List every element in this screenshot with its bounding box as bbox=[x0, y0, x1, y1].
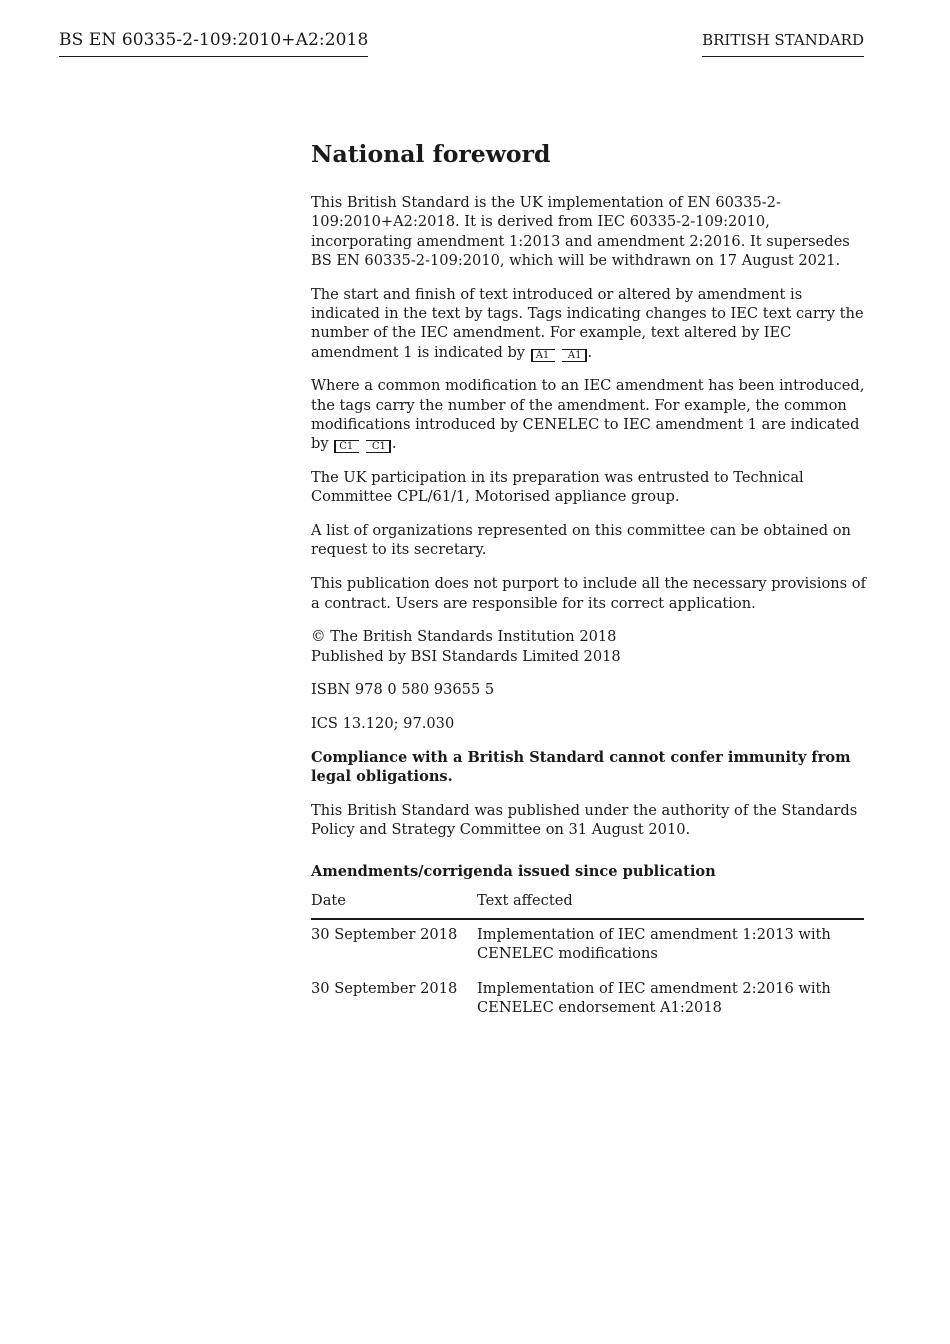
amendment-close-tag-icon: A1 bbox=[562, 349, 587, 362]
amendments-title: Amendments/corrigenda issued since publication bbox=[311, 862, 716, 880]
modification-open-tag-icon: C1 bbox=[334, 440, 359, 453]
compliance-notice: Compliance with a British Standard cannot confer immunity from legal obligations. bbox=[311, 749, 851, 786]
page-title: National foreword bbox=[311, 140, 551, 168]
amendment-tags-text: The start and finish of text introduced or altered by amendment is indicated in the text by tags. Tags indicating changes to IEC text carry the number of the IEC amendment. For example, text altered by IEC amendment 1 is indicated by bbox=[311, 285, 864, 361]
amendment-text: Implementation of IEC amendment 2:2016 with CENELEC endorsement A1:2018 bbox=[477, 979, 831, 1016]
column-header-text-affected: Text affected bbox=[477, 889, 864, 919]
amendment-date: 30 September 2018 bbox=[311, 979, 458, 997]
common-modification-text: Where a common modification to an IEC amendment has been introduced, the tags carry the number of the amendment. For example, the common modifications introduced by CENELEC to IEC amendment 1 are indicated by bbox=[311, 377, 865, 453]
table-row bbox=[311, 974, 864, 1028]
common-modification-paragraph: Where a common modification to an IEC amendment has been introduced, the tags carry the number of the amendment. For example, the common modifications introduced by CENELEC to IEC amendment 1 are indicated by C1 C1 . bbox=[311, 377, 865, 453]
authority-paragraph: This British Standard was published under the authority of the Standards Policy and Strategy Committee on 31 August 2010. bbox=[311, 802, 858, 839]
implementation-paragraph: This British Standard is the UK implementation of EN 60335-2-109:2010+A2:2018. It is derived from IEC 60335-2-109:2010, incorporating amendment 1:2013 and amendment 2:2016. It supersedes BS EN 60335-2-109:2010, which will be withdrawn on 17 August 2021. bbox=[311, 194, 850, 269]
amendment-open-tag-icon: A1 bbox=[531, 349, 556, 362]
table-row bbox=[311, 919, 864, 974]
ics: ICS 13.120; 97.030 bbox=[311, 715, 455, 733]
column-header-date: Date bbox=[311, 889, 477, 919]
foreword-content bbox=[311, 140, 867, 1028]
amendment-date: 30 September 2018 bbox=[311, 925, 458, 943]
copyright-line: © The British Standards Institution 2018 bbox=[311, 628, 617, 646]
organizations-paragraph: A list of organizations represented on this committee can be obtained on request to its secretary. bbox=[311, 522, 851, 559]
amendment-tags-paragraph: The start and finish of text introduced or altered by amendment is indicated in the text by tags. Tags indicating changes to IEC text carry the number of the IEC amendment. For example, text altered by IEC amendment 1 is indicated by A1 A1 . bbox=[311, 285, 864, 361]
standard-label: BRITISH STANDARD bbox=[702, 31, 864, 57]
provisions-paragraph: This publication does not purport to include all the necessary provisions of a contract. Users are responsible for its correct application. bbox=[311, 575, 866, 612]
copyright-block bbox=[311, 627, 867, 666]
publisher-line: Published by BSI Standards Limited 2018 bbox=[311, 647, 621, 665]
amendment-text: Implementation of IEC amendment 1:2013 with CENELEC modifications bbox=[477, 925, 831, 962]
amendments-table bbox=[311, 889, 864, 1028]
committee-paragraph: The UK participation in its preparation was entrusted to Technical Committee CPL/61/1, Motorised appliance group. bbox=[311, 469, 804, 506]
document-identifier: BS EN 60335-2-109:2010+A2:2018 bbox=[59, 30, 368, 57]
modification-close-tag-icon: C1 bbox=[366, 440, 391, 453]
isbn: ISBN 978 0 580 93655 5 bbox=[311, 681, 495, 699]
